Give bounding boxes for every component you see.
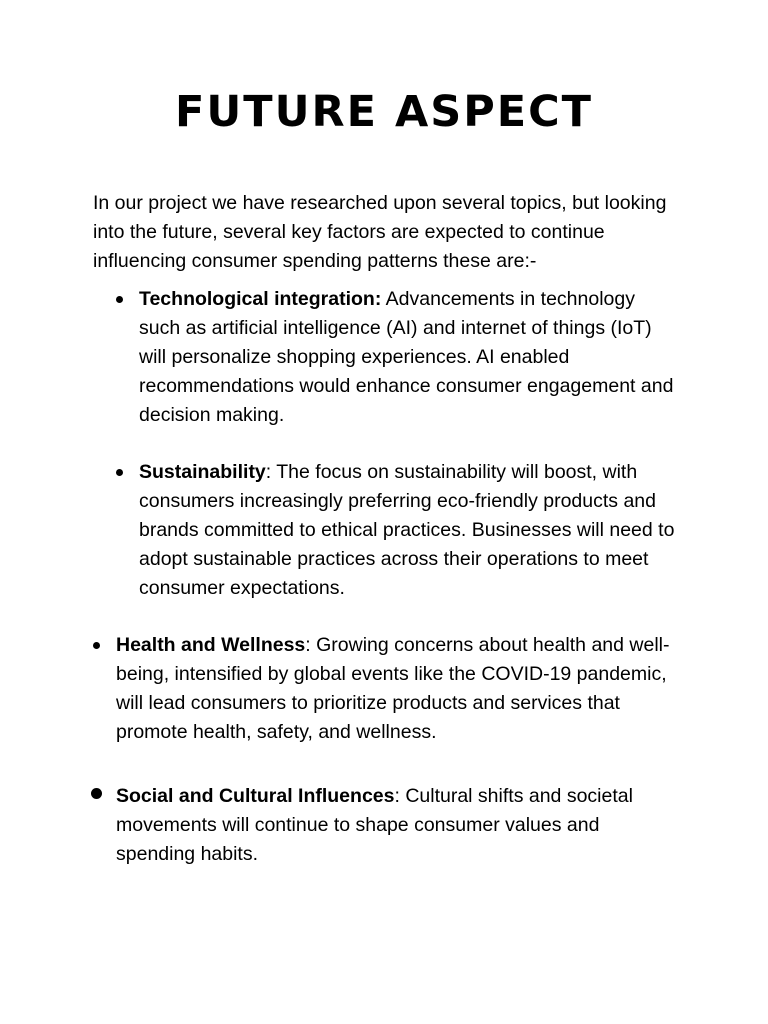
list-item-term: Health and Wellness — [116, 634, 306, 656]
list-item-text: : The focus on sustainability will boost, with consumers increasingly preferring eco-friendly products and brands committed to ethical practices. Businesses will need to adopt sustainable practices across their operations to meet consumer expectations. — [139, 461, 675, 599]
bullet-icon — [91, 788, 102, 799]
list-item — [116, 782, 681, 869]
list-item — [139, 458, 679, 603]
list-item-text: : Growing concerns about health and well-being, intensified by global events like the COVID-19 pandemic, will lead consumers to prioritize products and services that promote health, safety, and wellness. — [116, 634, 670, 743]
list-item-term: Technological integration: — [139, 288, 382, 310]
list-item-text: : Cultural shifts and societal movements will continue to shape consumer values and spending habits. — [116, 785, 633, 865]
list-item-text: Advancements in technology such as artificial intelligence (AI) and internet of things (IoT) will personalize shopping experiences. AI enabled recommendations would enhance consumer engagement and decision making. — [139, 288, 674, 426]
list-item — [116, 631, 681, 747]
list-item — [139, 285, 679, 430]
list-item-term: Social and Cultural Influences — [116, 785, 395, 807]
list-item-term: Sustainability — [139, 461, 266, 483]
bullet-icon — [116, 469, 123, 476]
intro-paragraph: In our project we have researched upon several topics, but looking into the future, several key factors are expected to continue influencing consumer spending patterns these are:- — [93, 192, 667, 272]
bullet-icon — [116, 296, 123, 303]
bullet-icon — [93, 642, 100, 649]
page-title: FUTURE ASPECT — [174, 87, 594, 137]
